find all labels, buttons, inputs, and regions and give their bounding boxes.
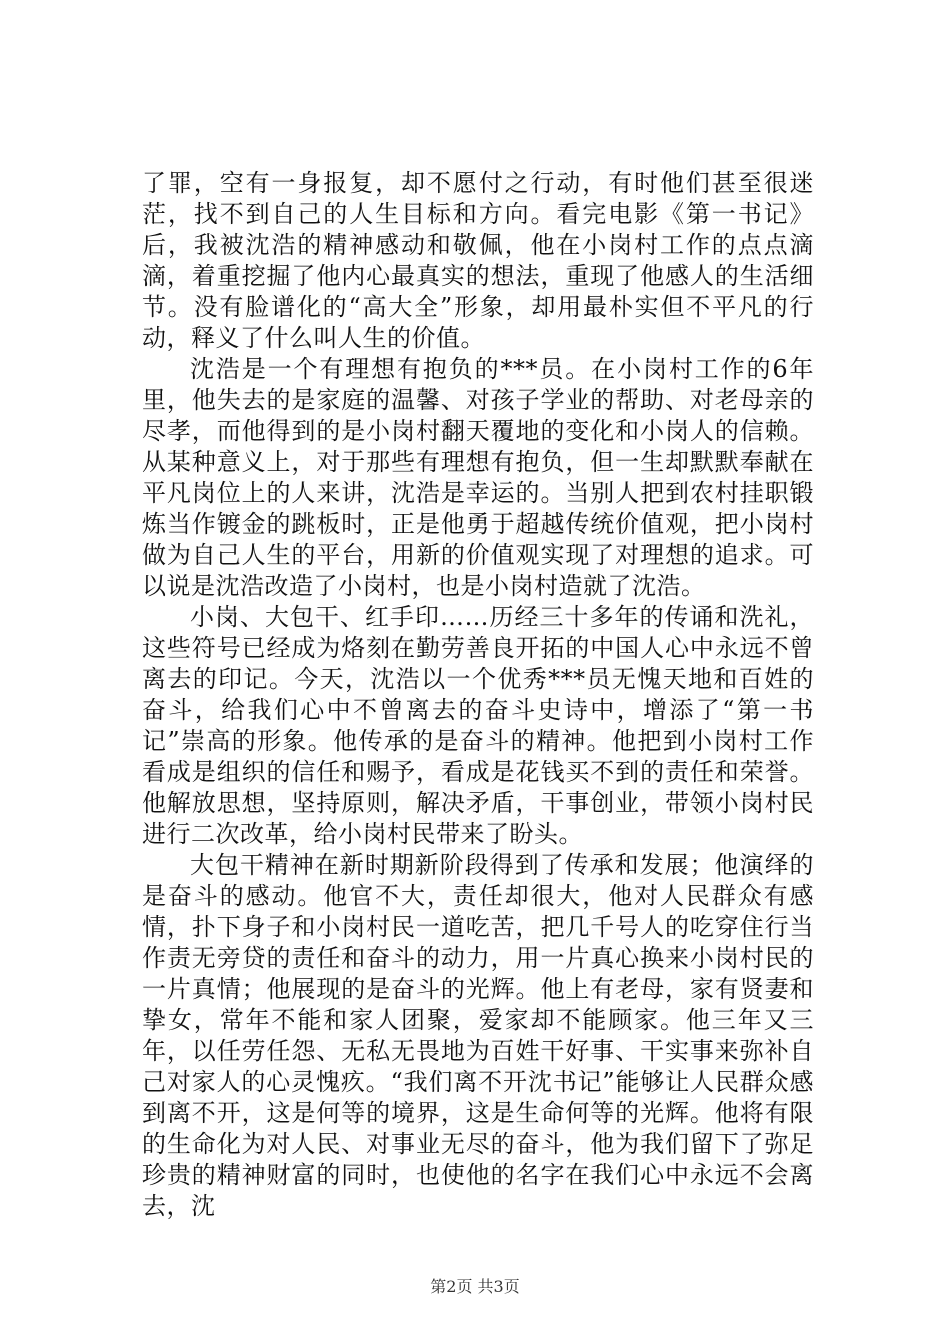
page-number-footer: 第2页 共3页 bbox=[430, 1277, 520, 1296]
document-body bbox=[142, 168, 814, 1222]
paragraph: 沈浩是一个有理想有抱负的***员。在小岗村工作的6年里，他失去的是家庭的温馨、对孩子学业的帮助、对老母亲的尽孝，而他得到的是小岗村翻天覆地的变化和小岗人的信赖。从某种意义上，对于那些有理想有抱负，但一生却默默奉献在平凡岗位上的人来讲，沈浩是幸运的。当别人把到农村挂职锻炼当作镀金的跳板时，正是他勇于超越传统价值观，把小岗村做为自己人生的平台，用新的价值观实现了对理想的追求。可以说是沈浩改造了小岗村，也是小岗村造就了沈浩。 bbox=[142, 355, 814, 600]
paragraph: 了罪，空有一身报复，却不愿付之行动，有时他们甚至很迷茫，找不到自己的人生目标和方向。看完电影《第一书记》后，我被沈浩的精神感动和敬佩，他在小岗村工作的点点滴滴，着重挖掘了他内心最真实的想法，重现了他感人的生活细节。没有脸谱化的“高大全”形象，却用最朴实但不平凡的行动，释义了什么叫人生的价值。 bbox=[142, 169, 814, 352]
paragraph: 小岗、大包干、红手印……历经三十多年的传诵和洗礼，这些符号已经成为烙刻在勤劳善良开拓的中国人心中永远不曾离去的印记。今天，沈浩以一个优秀***员无愧天地和百姓的奋斗，给我们心中不曾离去的奋斗史诗中，增添了“第一书记”崇高的形象。他传承的是奋斗的精神。他把到小岗村工作看成是组织的信任和赐予，看成是花钱买不到的责任和荣誉。他解放思想，坚持原则，解决矛盾，干事创业，带领小岗村民进行二次改革，给小岗村民带来了盼头。 bbox=[142, 603, 814, 848]
paragraph: 大包干精神在新时期新阶段得到了传承和发展；他演绎的是奋斗的感动。他官不大，责任却很大，他对人民群众有感情，扑下身子和小岗村民一道吃苦，把几千号人的吃穿住行当作责无旁贷的责任和奋斗的动力，用一片真心换来小岗村民的一片真情；他展现的是奋斗的光辉。他上有老母，家有贤妻和挚女，常年不能和家人团聚，爱家却不能顾家。他三年又三年，以任劳任怨、无私无畏地为百姓干好事、干实事来弥补自己对家人的心灵愧疚。“我们离不开沈书记”能够让人民群众感到离不开，这是何等的境界，这是生命何等的光辉。他将有限的生命化为对人民、对事业无尽的奋斗，他为我们留下了弥足珍贵的精神财富的同时，也使他的名字在我们心中永远不会离去，沈 bbox=[142, 851, 814, 1220]
